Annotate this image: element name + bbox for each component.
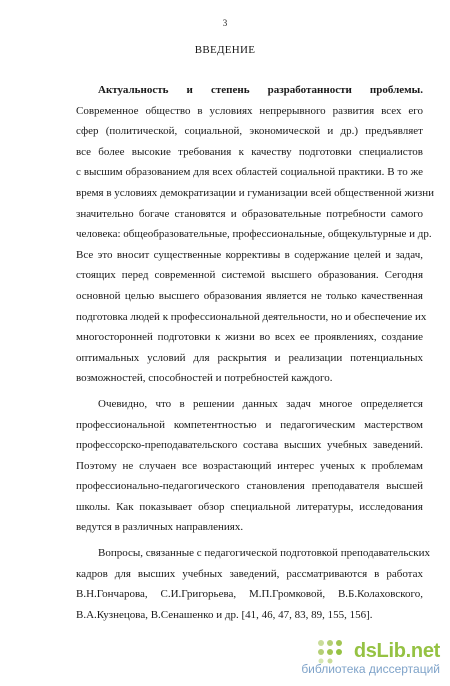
paragraph-line: профессорско-преподавательского состава высших учебных заведений. (76, 439, 423, 452)
page-number: 3 (222, 18, 228, 28)
paragraph-line: школы. Как показывает обзор специальной литературы, исследования (76, 500, 423, 513)
watermark-subtitle: библиотека диссертаций (301, 662, 440, 676)
paragraph-line: Актуальность и степень разработанности проблемы. (98, 84, 423, 96)
paragraph-line: профессиональной компетентностью и педагогическим мастерством (76, 418, 423, 431)
paragraph-line: ведутся в различных направлениях. (76, 521, 244, 534)
paragraph-line: основной целью высшего образования является не только качественная (76, 289, 423, 302)
paragraph-line: Все это вносит существенные коррективы в содержание целей и задач, (76, 248, 423, 261)
paragraph-line: профессионально-педагогического становления преподавателя высшей (76, 480, 423, 493)
paragraph-line: подготовка людей к профессиональной деятельности, но и обеспечение их (76, 310, 427, 323)
section-heading: ВВЕДЕНИЕ (194, 44, 256, 56)
paragraph-line: стоящих перед современной системой высшего образования. Сегодня (76, 269, 423, 282)
paragraph-line: Поэтому не случаен все возрастающий интерес ученых к проблемам (76, 459, 423, 472)
watermark-logo (301, 638, 440, 664)
watermark-brand: dsLib.net (353, 639, 440, 662)
paragraph-line: многосторонней подготовки к жизни во всех ее проявлениях, создание (76, 331, 423, 344)
watermark (301, 638, 440, 676)
paragraph-line: кадров для высших учебных заведений, рассматриваются в работах (76, 567, 423, 580)
dots-logo-icon (316, 638, 350, 664)
paragraph-line: значительно богаче становятся и образовательные потребности самого (76, 207, 423, 220)
paragraph-line: В.Н.Гончарова, С.И.Григорьева, М.П.Громковой, В.Б.Колаховского, (76, 588, 423, 601)
paragraph-line: Очевидно, что в решении данных задач многое определяется (98, 397, 423, 410)
paragraph-line: все более высокие требования к качеству подготовки специалистов (76, 145, 423, 158)
paragraph-line: сфер (политической, социальной, экономической и др.) предъявляет (76, 125, 423, 138)
paragraph-line: оптимальных условий для раскрытия и реализации потенциальных (76, 351, 423, 364)
paragraph-line: Современное общество в условиях непрерывного развития всех его (76, 104, 423, 117)
paragraph-line: время в условиях демократизации и гуманизации всей общественной жизни (76, 186, 435, 199)
paragraph-line: с высшим образованием для всех областей социальной практики. В то же (76, 166, 423, 179)
document-body (76, 80, 435, 625)
paragraph-line: Вопросы, связанные с педагогической подготовкой преподавательских (98, 547, 430, 560)
paragraph-line: возможностей, способностей и потребностей каждого. (76, 372, 333, 385)
paragraph-line: человека: общеобразовательные, профессиональные, общекультурные и др. (76, 228, 432, 241)
paragraph-line: В.А.Кузнецова, В.Сенашенко и др. [41, 46, 47, 83, 89, 155, 156]. (76, 608, 373, 621)
